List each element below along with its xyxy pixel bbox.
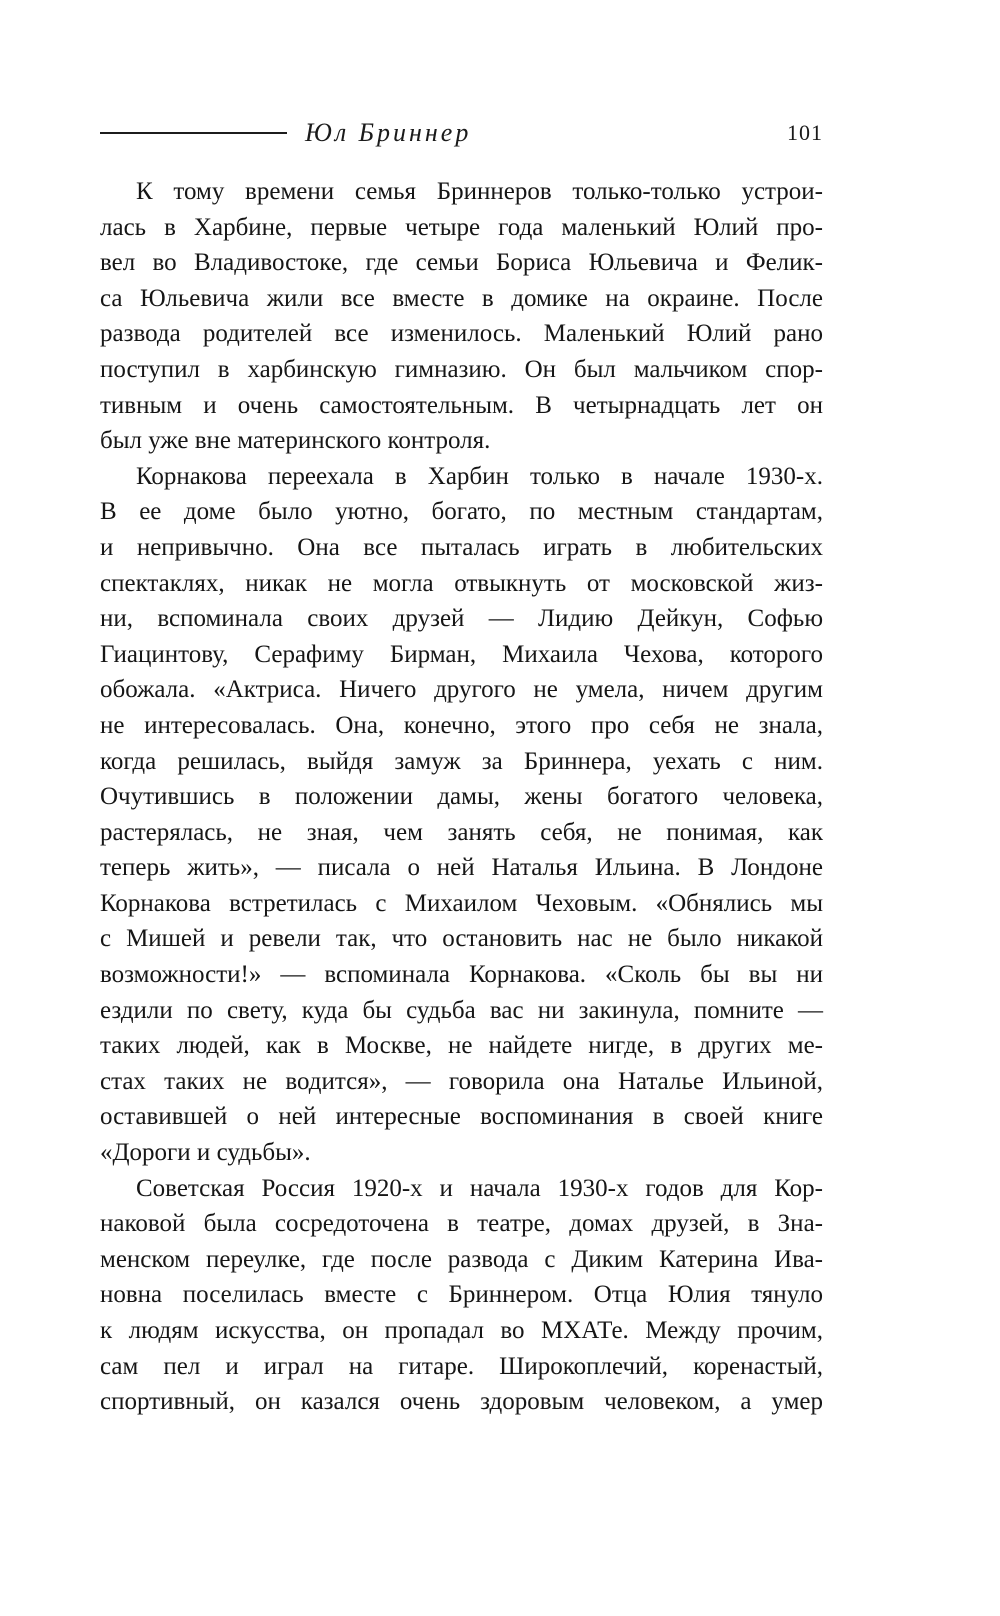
text-line: с Мишей и ревели так, что остановить нас не было никакой bbox=[100, 925, 823, 953]
text-line: наковой была сосредоточена в театре, домах друзей, в Зна- bbox=[100, 1210, 823, 1238]
text-line: и непривычно. Она все пыталась играть в любительских bbox=[100, 533, 823, 561]
text-line: развода родителей все изменилось. Маленький Юлий рано bbox=[100, 320, 823, 348]
body-text bbox=[100, 174, 823, 1420]
page-number: 101 bbox=[787, 120, 823, 145]
text-line: оставившей о ней интересные воспоминания в своей книге bbox=[100, 1103, 823, 1131]
text-line: В ее доме было уютно, богато, по местным стандартам, bbox=[100, 498, 823, 526]
text-line: «Дороги и судьбы». bbox=[100, 1139, 311, 1167]
text-line: спортивный, он казался очень здоровым человеком, а умер bbox=[100, 1388, 823, 1416]
text-line: таких людей, как в Москве, не найдете нигде, в других ме- bbox=[100, 1032, 823, 1060]
text-line: обожала. «Актриса. Ничего другого не умела, ничем другим bbox=[100, 676, 823, 704]
text-line: лась в Харбине, первые четыре года маленький Юлий про- bbox=[100, 213, 823, 241]
text-line: возможности!» — вспоминала Корнакова. «Сколь бы вы ни bbox=[100, 961, 823, 989]
text-line: стах таких не водится», — говорила она Наталье Ильиной, bbox=[100, 1067, 823, 1095]
text-line: новна поселилась вместе с Бриннером. Отца Юлия тянуло bbox=[100, 1281, 823, 1309]
text-line: когда решилась, выйдя замуж за Бриннера, уехать с ним. bbox=[100, 747, 823, 775]
text-line: ни, вспоминала своих друзей — Лидию Дейкун, Софью bbox=[100, 605, 823, 633]
header-rule bbox=[100, 132, 287, 134]
text-line: ездили по свету, куда бы судьба вас ни закинула, помните — bbox=[100, 996, 823, 1024]
text-line: Гиацинтову, Серафиму Бирман, Михаила Чехова, которого bbox=[100, 640, 823, 668]
text-line: вел во Владивостоке, где семьи Бориса Юльевича и Фелик- bbox=[100, 249, 823, 277]
text-line: К тому времени семья Бриннеров только-только устрои- bbox=[136, 178, 823, 205]
paragraph-1 bbox=[100, 174, 823, 459]
text-line: растерялась, не зная, чем занять себя, не понимая, как bbox=[100, 818, 823, 846]
text-line: был уже вне материнского контроля. bbox=[100, 427, 491, 455]
text-line: спектаклях, никак не могла отвыкнуть от московской жиз- bbox=[100, 569, 823, 597]
text-line: Корнакова переехала в Харбин только в начале 1930-х. bbox=[136, 462, 823, 490]
text-line: не интересовалась. Она, конечно, этого про себя не знала, bbox=[100, 711, 823, 739]
text-line: к людям искусства, он пропадал во МХАТе. Между прочим, bbox=[100, 1317, 823, 1344]
text-line: Советская Россия 1920-х и начала 1930-х годов для Кор- bbox=[136, 1174, 823, 1202]
text-line: теперь жить», — писала о ней Наталья Ильина. В Лондоне bbox=[100, 854, 823, 882]
text-line: Корнакова встретилась с Михаилом Чеховым. «Обнялись мы bbox=[100, 889, 823, 917]
running-title: Юл Бриннер bbox=[305, 118, 472, 147]
text-line: поступил в харбинскую гимназию. Он был мальчиком спор- bbox=[100, 355, 823, 383]
paragraph-3 bbox=[100, 1171, 823, 1420]
text-line: Очутившись в положении дамы, жены богатого человека, bbox=[100, 783, 823, 811]
paragraph-2 bbox=[100, 459, 823, 1171]
text-line: са Юльевича жили все вместе в домике на окраине. После bbox=[100, 284, 823, 312]
text-line: сам пел и играл на гитаре. Широкоплечий, коренастый, bbox=[100, 1352, 823, 1380]
text-line: тивным и очень самостоятельным. В четырнадцать лет он bbox=[100, 391, 823, 419]
page-header bbox=[100, 118, 823, 148]
text-line: менском переулке, где после развода с Диким Катерина Ива- bbox=[100, 1245, 823, 1273]
